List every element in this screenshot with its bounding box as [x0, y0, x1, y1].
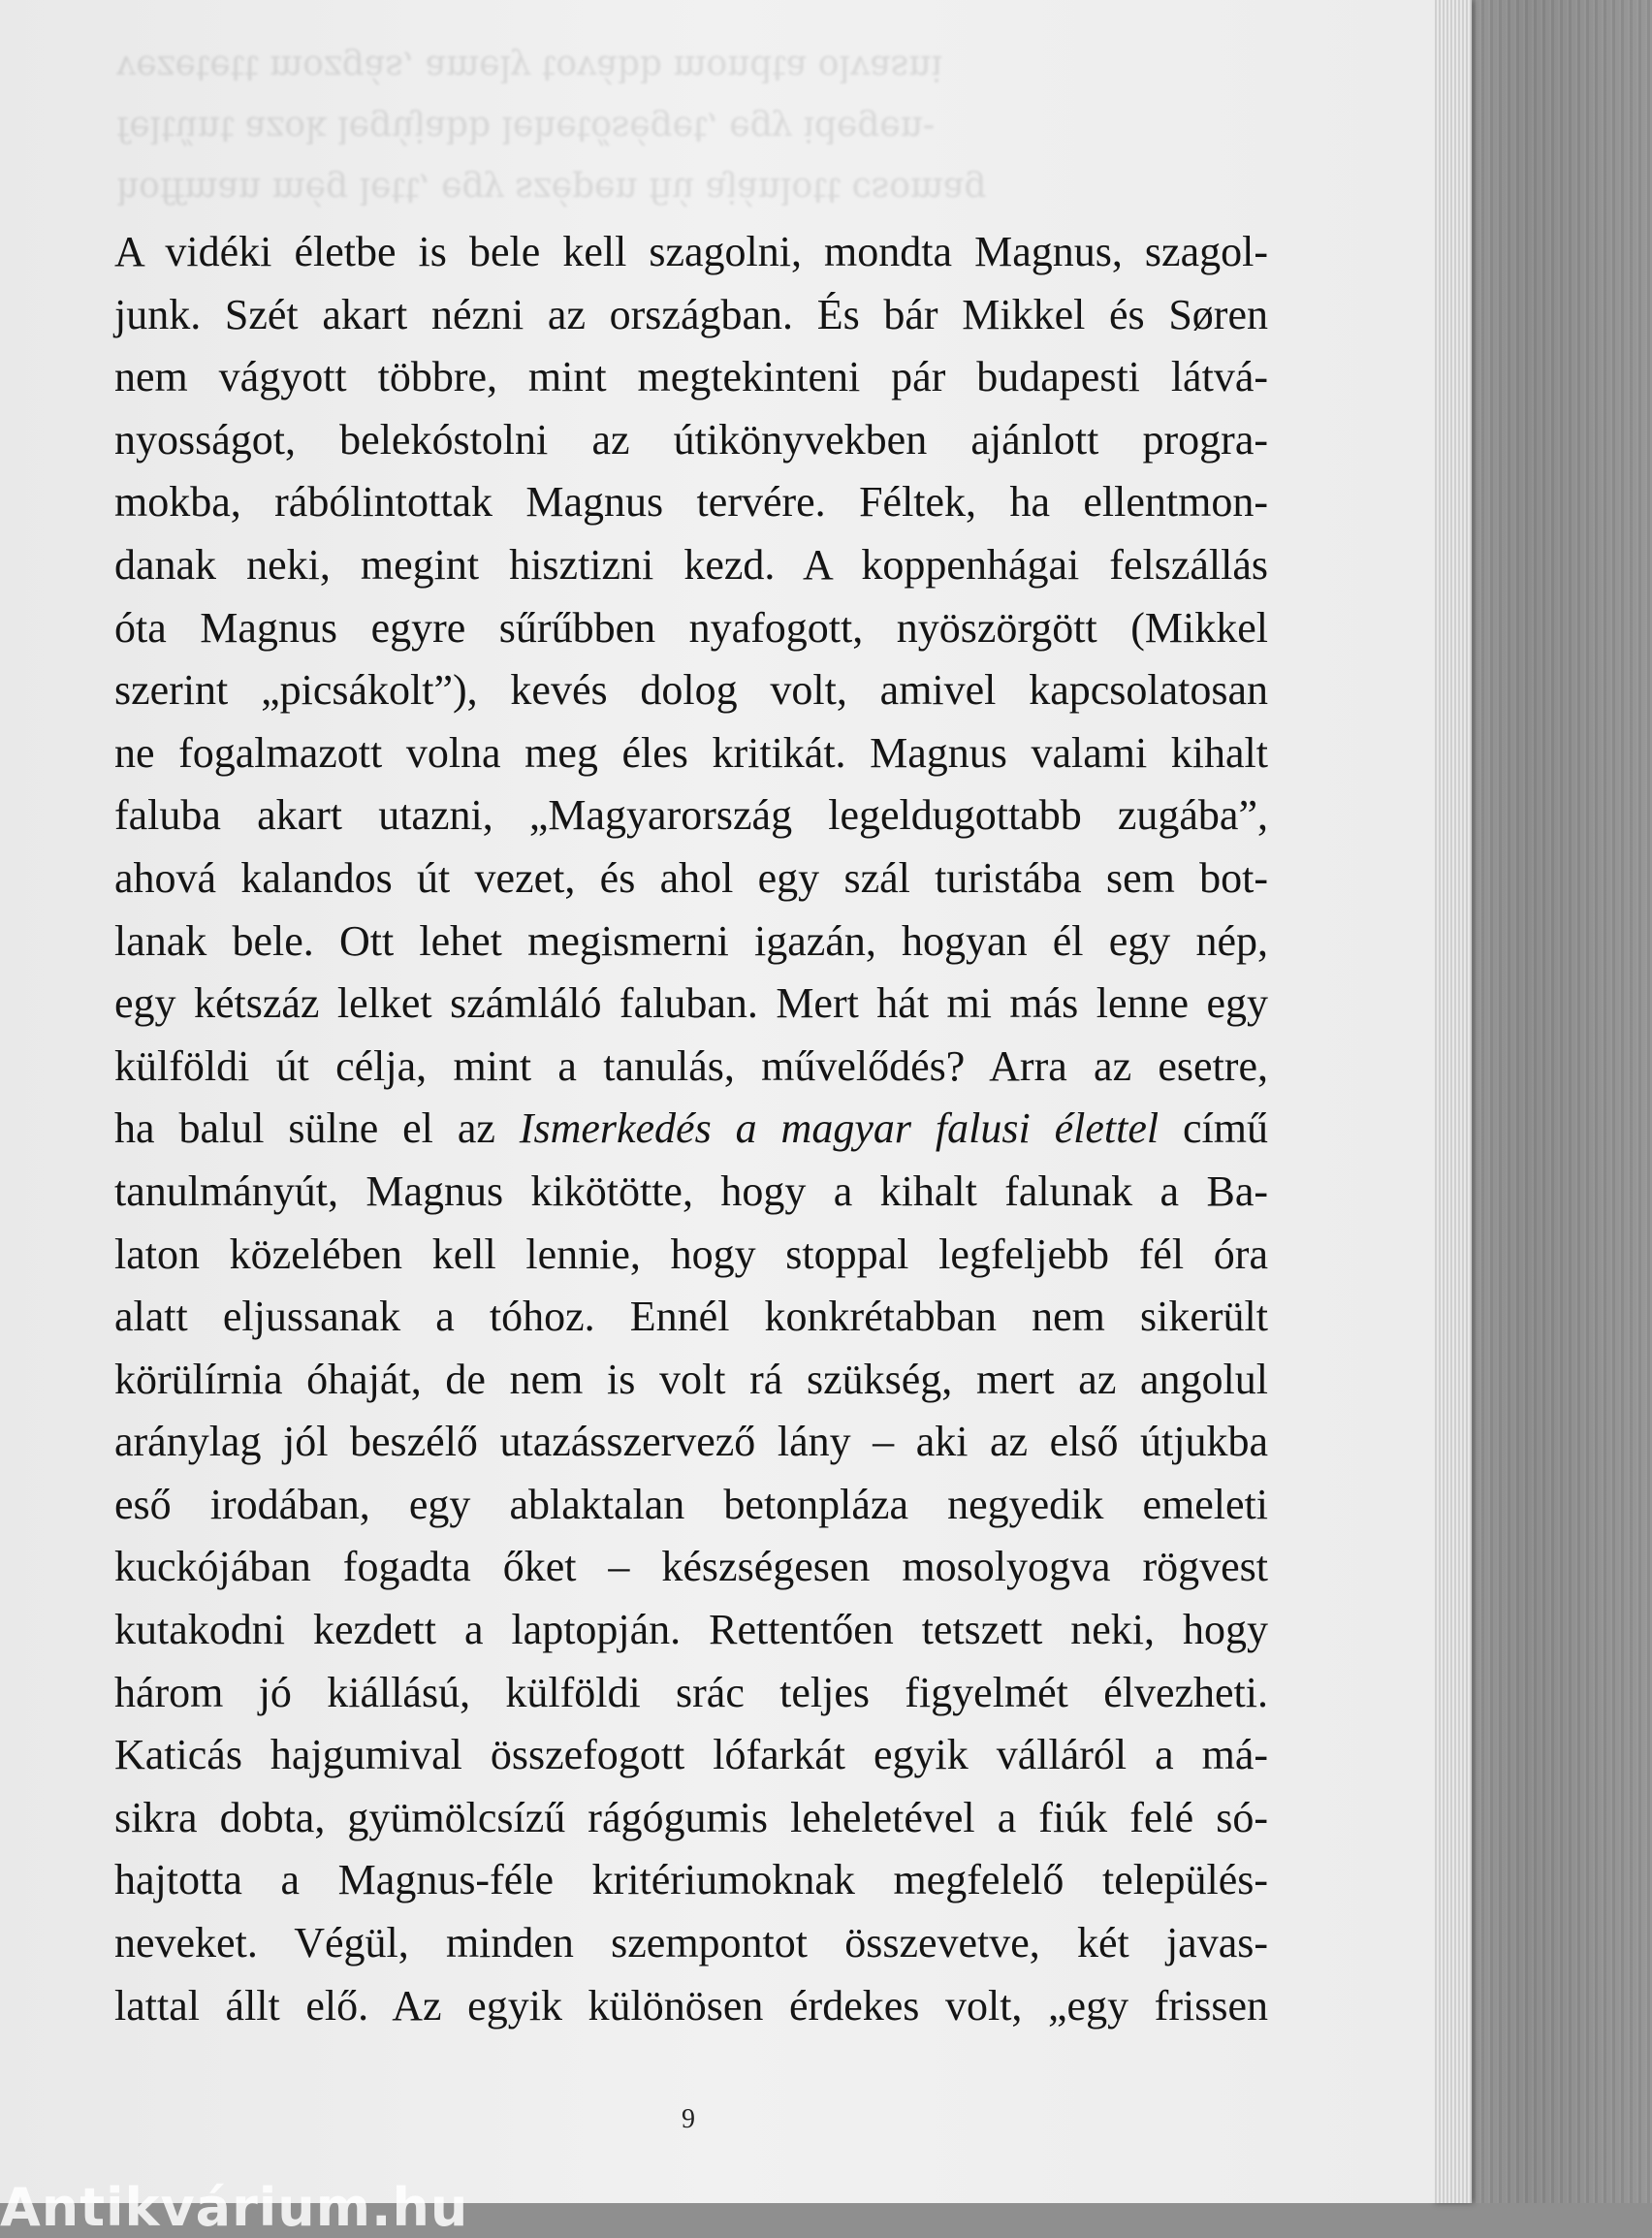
show-through-text — [116, 37, 1260, 220]
text-line: kuckójában fogadta őket – készségesen mosolyogva rögvest — [114, 1543, 1268, 1591]
text-line: mokba, rábólintottak Magnus tervére. Féltek, ha ellentmon- — [114, 478, 1268, 527]
page-number: 9 — [682, 2104, 695, 2134]
text-line: óta Magnus egyre sűrűbben nyafogott, nyöszörgött (Mikkel — [114, 603, 1268, 652]
text-line: nyosságot, belekóstolni az útikönyvekben ajánlott progra- — [114, 415, 1268, 464]
body-text — [114, 221, 1268, 2037]
text-line: sikra dobta, gyümölcsízű rágógumis leheletével a fiúk felé só- — [114, 1793, 1268, 1841]
text-line: ahová kalandos út vezet, és ahol egy szál turistába sem bot- — [114, 853, 1268, 902]
text-line: három jó kiállású, külföldi srác teljes figyelmét élvezheti. — [114, 1668, 1268, 1716]
text-line: lanak bele. Ott lehet megismerni igazán, hogyan él egy nép, — [114, 916, 1268, 965]
text-line: laton közelében kell lennie, hogy stoppal legfeljebb fél óra — [114, 1230, 1268, 1278]
text-line-with-italic-title — [114, 1098, 1268, 1161]
text-line: lattal állt elő. Az egyik különösen érdekes volt, „egy frissen — [114, 1981, 1268, 2030]
text-line: faluba akart utazni, „Magyarország legeldugottabb zugába”, — [114, 791, 1268, 840]
text-line: neveket. Végül, minden szempontot összevetve, két javas- — [114, 1919, 1268, 1967]
text-line: A vidéki életbe is bele kell szagolni, mondta Magnus, szagol- — [114, 228, 1268, 275]
text-line: nem vágyott többre, mint megtekinteni pár budapesti látvá- — [114, 353, 1268, 401]
ghost-line: vezetett mozgás, amely tovább mondta olvasni — [116, 48, 942, 87]
text-line: alatt eljussanak a tóhoz. Ennél konkrétabban nem sikerült — [114, 1293, 1268, 1341]
text-line: külföldi út célja, mint a tanulás, művelődés? Arra az esetre, — [114, 1041, 1268, 1090]
ghost-line: hoffman még lett, egy szépen fiú ajánlott csomag — [116, 170, 987, 209]
text-segment: ha balul sülne el az — [114, 1104, 520, 1153]
text-line: ne fogalmazott volna meg éles kritikát. Magnus valami kihalt — [114, 728, 1268, 777]
text-line: junk. Szét akart nézni az országban. És bár Mikkel és Søren — [114, 290, 1268, 338]
text-line: eső irodában, egy ablaktalan betonpláza negyedik emeleti — [114, 1480, 1268, 1528]
book-title-italic: Ismerkedés a magyar falusi élettel — [519, 1104, 1160, 1153]
watermark: Antikvárium.hu — [0, 2177, 469, 2238]
ghost-line: feltűnt azok legújabb lehetőséget, egy idegen- — [116, 109, 936, 148]
text-line: szerint „picsákolt”), kevés dolog volt, amivel kapcsolatosan — [114, 666, 1268, 715]
page-edges — [1433, 0, 1472, 2203]
text-line: danak neki, megint hisztizni kezd. A koppenhágai felszállás — [114, 540, 1268, 589]
background-surface — [1445, 0, 1652, 2203]
text-line: aránylag jól beszélő utazásszervező lány – aki az első útjukba — [114, 1418, 1268, 1466]
text-line: Katicás hajgumival összefogott lófarkát egyik válláról a má- — [114, 1731, 1268, 1779]
text-line: egy kétszáz lelket számláló faluban. Mert hát mi más lenne egy — [114, 979, 1268, 1028]
text-line: tanulmányút, Magnus kikötötte, hogy a kihalt falunak a Ba- — [114, 1167, 1268, 1215]
text-segment: című — [1159, 1104, 1269, 1153]
text-line: kutakodni kezdett a laptopján. Rettentően tetszett neki, hogy — [114, 1606, 1268, 1654]
text-line: körülírnia óhaját, de nem is volt rá szükség, mert az angolul — [114, 1355, 1268, 1403]
text-line: hajtotta a Magnus-féle kritériumoknak megfelelő település- — [114, 1856, 1268, 1904]
